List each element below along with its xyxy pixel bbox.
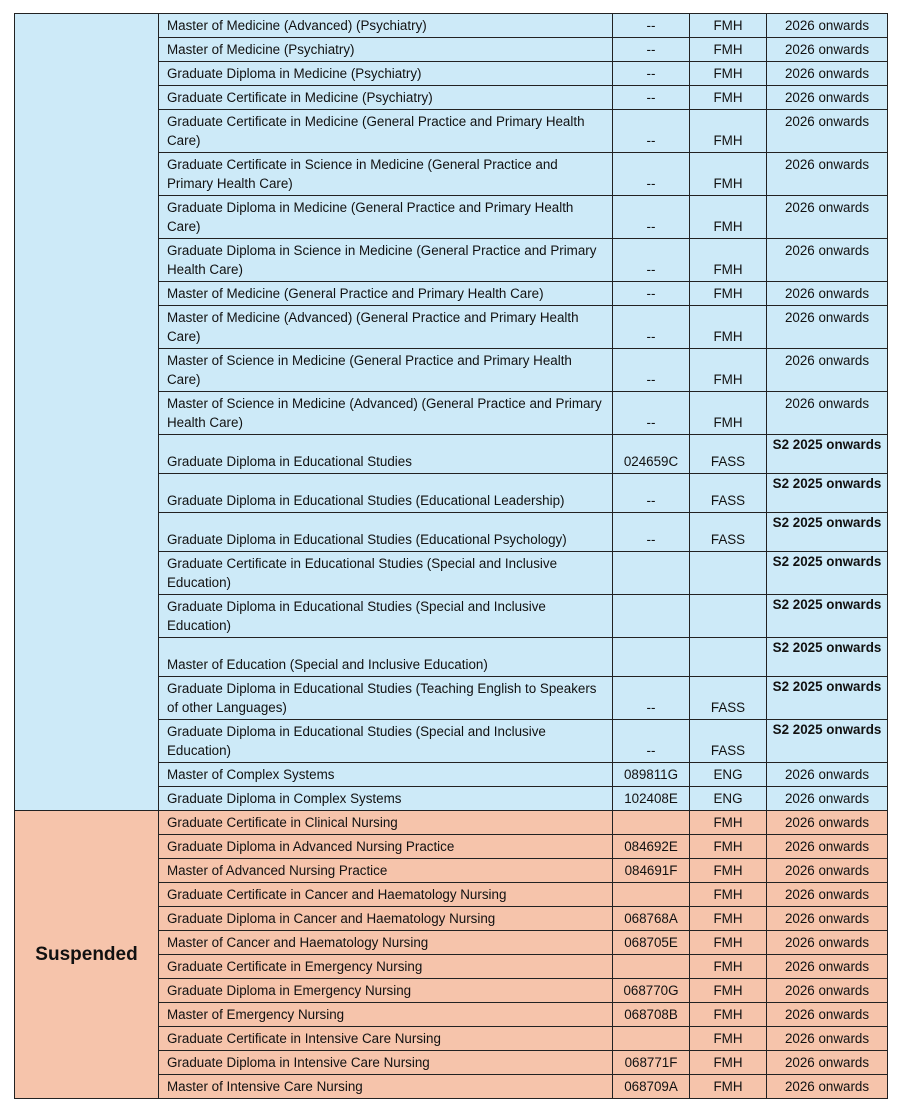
course-name: Graduate Diploma in Educational Studies — [159, 435, 613, 474]
faculty-code: FASS — [690, 677, 767, 720]
course-code: -- — [613, 110, 690, 153]
status-group-label: Suspended — [15, 811, 159, 1099]
effective-term: 2026 onwards — [767, 787, 888, 811]
effective-term: 2026 onwards — [767, 14, 888, 38]
faculty-code — [690, 638, 767, 677]
course-name: Graduate Diploma in Medicine (General Practice and Primary Health Care) — [159, 196, 613, 239]
status-group-label — [15, 14, 159, 811]
course-code — [613, 1027, 690, 1051]
course-name: Master of Medicine (Advanced) (General Practice and Primary Health Care) — [159, 306, 613, 349]
effective-term: S2 2025 onwards — [767, 595, 888, 638]
course-name: Graduate Diploma in Cancer and Haematology Nursing — [159, 907, 613, 931]
effective-term: 2026 onwards — [767, 349, 888, 392]
course-code: -- — [613, 62, 690, 86]
course-code — [613, 552, 690, 595]
course-name: Graduate Diploma in Advanced Nursing Practice — [159, 835, 613, 859]
course-name: Master of Medicine (General Practice and Primary Health Care) — [159, 282, 613, 306]
faculty-code: FMH — [690, 282, 767, 306]
faculty-code: FASS — [690, 474, 767, 513]
effective-term: S2 2025 onwards — [767, 638, 888, 677]
course-name: Master of Emergency Nursing — [159, 1003, 613, 1027]
course-table-container — [14, 13, 887, 1099]
course-code: 089811G — [613, 763, 690, 787]
course-code — [613, 883, 690, 907]
faculty-code: FMH — [690, 62, 767, 86]
faculty-code — [690, 595, 767, 638]
effective-term: 2026 onwards — [767, 239, 888, 282]
faculty-code: FASS — [690, 720, 767, 763]
course-code: -- — [613, 239, 690, 282]
effective-term: 2026 onwards — [767, 282, 888, 306]
course-code — [613, 955, 690, 979]
course-code: -- — [613, 306, 690, 349]
faculty-code: ENG — [690, 787, 767, 811]
course-code — [613, 638, 690, 677]
effective-term: 2026 onwards — [767, 62, 888, 86]
effective-term: S2 2025 onwards — [767, 552, 888, 595]
course-code: 024659C — [613, 435, 690, 474]
faculty-code: FMH — [690, 883, 767, 907]
course-code: 084691F — [613, 859, 690, 883]
effective-term: 2026 onwards — [767, 859, 888, 883]
faculty-code: FMH — [690, 835, 767, 859]
course-code: 068768A — [613, 907, 690, 931]
course-name: Master of Cancer and Haematology Nursing — [159, 931, 613, 955]
course-code: 068709A — [613, 1075, 690, 1099]
effective-term: 2026 onwards — [767, 1003, 888, 1027]
effective-term: 2026 onwards — [767, 1075, 888, 1099]
course-name: Graduate Certificate in Science in Medicine (General Practice and Primary Health Care) — [159, 153, 613, 196]
effective-term: 2026 onwards — [767, 955, 888, 979]
table-row — [15, 14, 888, 38]
course-name: Master of Advanced Nursing Practice — [159, 859, 613, 883]
course-code: 068705E — [613, 931, 690, 955]
course-name: Graduate Certificate in Medicine (Psychiatry) — [159, 86, 613, 110]
faculty-code — [690, 552, 767, 595]
course-code: -- — [613, 86, 690, 110]
course-name: Graduate Diploma in Intensive Care Nursing — [159, 1051, 613, 1075]
course-name: Graduate Diploma in Complex Systems — [159, 787, 613, 811]
course-name: Master of Science in Medicine (General Practice and Primary Health Care) — [159, 349, 613, 392]
faculty-code: FASS — [690, 513, 767, 552]
faculty-code: FMH — [690, 811, 767, 835]
course-code: -- — [613, 513, 690, 552]
course-code: -- — [613, 196, 690, 239]
effective-term: 2026 onwards — [767, 306, 888, 349]
course-name: Master of Medicine (Advanced) (Psychiatry) — [159, 14, 613, 38]
course-code: 084692E — [613, 835, 690, 859]
faculty-code: FMH — [690, 859, 767, 883]
faculty-code: FMH — [690, 955, 767, 979]
effective-term: S2 2025 onwards — [767, 435, 888, 474]
course-name: Master of Medicine (Psychiatry) — [159, 38, 613, 62]
effective-term: 2026 onwards — [767, 86, 888, 110]
course-name: Graduate Certificate in Intensive Care Nursing — [159, 1027, 613, 1051]
faculty-code: FMH — [690, 153, 767, 196]
course-code: -- — [613, 38, 690, 62]
effective-term: S2 2025 onwards — [767, 513, 888, 552]
faculty-code: FMH — [690, 1075, 767, 1099]
course-name: Master of Science in Medicine (Advanced) (General Practice and Primary Health Care) — [159, 392, 613, 435]
faculty-code: FMH — [690, 239, 767, 282]
effective-term: 2026 onwards — [767, 763, 888, 787]
effective-term: 2026 onwards — [767, 392, 888, 435]
course-name: Graduate Diploma in Science in Medicine (General Practice and Primary Health Care) — [159, 239, 613, 282]
course-name: Graduate Diploma in Educational Studies (Educational Psychology) — [159, 513, 613, 552]
course-code: 068771F — [613, 1051, 690, 1075]
course-name: Graduate Certificate in Emergency Nursing — [159, 955, 613, 979]
table-row — [15, 811, 888, 835]
effective-term: 2026 onwards — [767, 883, 888, 907]
course-name: Graduate Diploma in Emergency Nursing — [159, 979, 613, 1003]
faculty-code: ENG — [690, 763, 767, 787]
effective-term: 2026 onwards — [767, 907, 888, 931]
effective-term: 2026 onwards — [767, 835, 888, 859]
course-code: 102408E — [613, 787, 690, 811]
course-status-table — [14, 13, 888, 1099]
course-name: Graduate Diploma in Educational Studies (Special and Inclusive Education) — [159, 595, 613, 638]
effective-term: 2026 onwards — [767, 153, 888, 196]
course-name: Graduate Diploma in Educational Studies (Special and Inclusive Education) — [159, 720, 613, 763]
faculty-code: FMH — [690, 349, 767, 392]
course-name: Master of Intensive Care Nursing — [159, 1075, 613, 1099]
faculty-code: FMH — [690, 392, 767, 435]
faculty-code: FMH — [690, 979, 767, 1003]
effective-term: 2026 onwards — [767, 1051, 888, 1075]
faculty-code: FMH — [690, 38, 767, 62]
course-code: -- — [613, 282, 690, 306]
faculty-code: FASS — [690, 435, 767, 474]
course-name: Graduate Certificate in Clinical Nursing — [159, 811, 613, 835]
faculty-code: FMH — [690, 14, 767, 38]
course-name: Graduate Diploma in Educational Studies (Educational Leadership) — [159, 474, 613, 513]
course-name: Master of Education (Special and Inclusive Education) — [159, 638, 613, 677]
effective-term: S2 2025 onwards — [767, 720, 888, 763]
effective-term: 2026 onwards — [767, 38, 888, 62]
effective-term: 2026 onwards — [767, 110, 888, 153]
faculty-code: FMH — [690, 907, 767, 931]
faculty-code: FMH — [690, 1003, 767, 1027]
effective-term: S2 2025 onwards — [767, 677, 888, 720]
course-code: -- — [613, 392, 690, 435]
course-code: -- — [613, 349, 690, 392]
course-name: Master of Complex Systems — [159, 763, 613, 787]
course-code — [613, 811, 690, 835]
effective-term: S2 2025 onwards — [767, 474, 888, 513]
course-code: 068708B — [613, 1003, 690, 1027]
course-code: -- — [613, 153, 690, 196]
faculty-code: FMH — [690, 306, 767, 349]
course-name: Graduate Diploma in Educational Studies (Teaching English to Speakers of other Languages) — [159, 677, 613, 720]
effective-term: 2026 onwards — [767, 196, 888, 239]
course-code: -- — [613, 720, 690, 763]
effective-term: 2026 onwards — [767, 811, 888, 835]
course-code — [613, 595, 690, 638]
course-code: -- — [613, 474, 690, 513]
effective-term: 2026 onwards — [767, 1027, 888, 1051]
course-code: -- — [613, 14, 690, 38]
faculty-code: FMH — [690, 86, 767, 110]
course-code: 068770G — [613, 979, 690, 1003]
effective-term: 2026 onwards — [767, 979, 888, 1003]
effective-term: 2026 onwards — [767, 931, 888, 955]
course-name: Graduate Certificate in Cancer and Haematology Nursing — [159, 883, 613, 907]
faculty-code: FMH — [690, 1027, 767, 1051]
course-code: -- — [613, 677, 690, 720]
faculty-code: FMH — [690, 931, 767, 955]
faculty-code: FMH — [690, 110, 767, 153]
faculty-code: FMH — [690, 1051, 767, 1075]
course-name: Graduate Certificate in Medicine (General Practice and Primary Health Care) — [159, 110, 613, 153]
faculty-code: FMH — [690, 196, 767, 239]
course-name: Graduate Diploma in Medicine (Psychiatry) — [159, 62, 613, 86]
course-name: Graduate Certificate in Educational Studies (Special and Inclusive Education) — [159, 552, 613, 595]
